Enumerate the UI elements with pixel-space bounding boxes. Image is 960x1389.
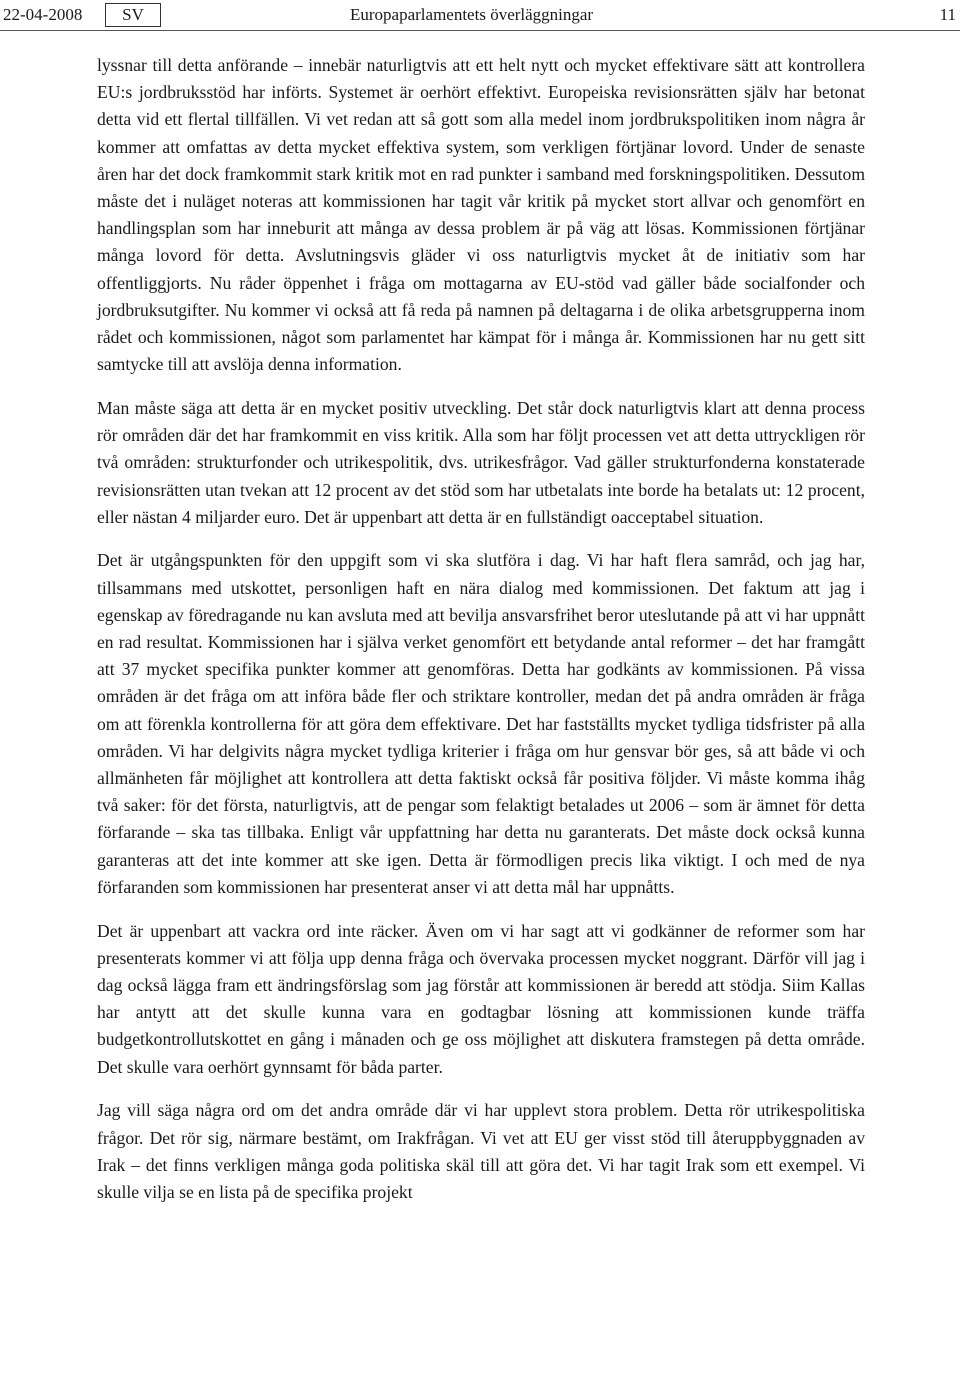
- paragraph-3: Det är utgångspunkten för den uppgift som vi ska slutföra i dag. Vi har haft flera samråd, och jag har, tillsammans med utskottet, personligen haft en nära dialog med kommissionen. Det faktum att jag i egenskap av föredragande nu kan avsluta med att bevilja ansvarsfrihet beror uteslutande på att vi har uppnått en rad resultat. Kommissionen har i själva verket genomfört ett betydande antal reformer – det har framgått att 37 mycket specifika punkter kommer att genomföras. Detta har godkänts av kommissionen. På vissa områden är det fråga om att införa både fler och striktare kontroller, medan det på andra områden är fråga om att förenkla kontrollerna för att göra dem effektivare. Det har fastställts mycket tydliga tidsfrister på alla områden. Vi har delgivits några mycket tydliga kriterier i fråga om hur gensvar bör ges, så att både vi och allmänheten får möjlighet att kontrollera att detta faktiskt också får positiva följder. Vi måste komma ihåg två saker: för det första, naturligtvis, att de pengar som felaktigt betalades ut 2006 – som är ämnet för detta förfarande – ska tas tillbaka. Enligt vår uppfattning har detta nu garanterats. Det måste dock också kunna garanteras att det inte kommer att ske igen. Detta är förmodligen precis lika viktigt. I och med de nya förfaranden som kommissionen har presenterat anser vi att detta mål har uppnåtts.: [97, 550, 865, 897]
- header-date: 22-04-2008: [3, 5, 83, 24]
- header-title: Europaparlamentets överläggningar: [350, 5, 594, 24]
- paragraph-4: Det är uppenbart att vackra ord inte räcker. Även om vi har sagt att vi godkänner de reformer som har presenterats kommer vi att följa upp denna fråga och övervaka processen mycket noggrant. Därför vill jag i dag också lägga fram ett ändringsförslag som jag förstår att kommissionen är beredd att stödja. Siim Kallas har antytt att det skulle kunna vara en godtagbar lösning att kommissionen kunde träffa budgetkontrollutskottet en gång i månaden och ge oss möjlighet att diskutera framstegen på detta område. Det skulle vara oerhört gynnsamt för båda parter.: [97, 920, 865, 1077]
- paragraph-5: Jag vill säga några ord om det andra område där vi har upplevt stora problem. Detta rör utrikespolitiska frågor. Det rör sig, närmare bestämt, om Irakfrågan. Vi vet att EU ger visst stöd till återuppbyggnaden av Irak – det finns verkligen många goda politiska skäl till att göra det. Vi har tagit Irak som ett exempel. Vi skulle vilja se en lista på de specifika projekt: [97, 1100, 865, 1202]
- paragraph-2: Man måste säga att detta är en mycket positiv utveckling. Det står dock naturligtvis klart att denna process rör områden där det har framkommit en viss kritik. Alla som har följt processen vet att detta uttryckligen rör två områden: strukturfonder och utrikespolitik, dvs. utrikesfrågor. Vad gäller strukturfonderna konstaterade revisionsrätten utan tvekan att 12 procent av det stöd som har utbetalats inte borde ha betalats ut: 12 procent, eller nästan 4 miljarder euro. Det är uppenbart att detta är en fullständigt oacceptabel situation.: [97, 397, 865, 527]
- document-body: [97, 52, 865, 1206]
- language-badge: SV: [105, 3, 161, 27]
- page-header: [0, 0, 960, 31]
- paragraph-1: lyssnar till detta anförande – innebär naturligtvis att ett helt nytt och mycket effektivare sätt att kontrollera EU:s jordbruksstöd har införts. Systemet är oerhört effektivt. Europeiska revisionsrätten själv har betonat detta vid ett flertal tillfällen. Vi vet redan att så gott som alla medel inom jordbrukspolitiken inom några år kommer att omfattas av detta mycket effektiva system, som verkligen förtjänar lovord. Under de senaste åren har det dock framkommit stark kritik mot en rad punkter i samband med forskningspolitiken. Dessutom måste det i nuläget noteras att kommissionen har tagit vår kritik på mycket stort allvar och genomfört en handlingsplan som har inneburit att många av dessa problem är på väg att lösas. Kommissionen förtjänar många lovord för detta. Avslutningsvis gläder vi oss naturligtvis mycket åt de initiativ som har offentliggjorts. Nu råder öppenhet i fråga om mottagarna av EU-stöd vad gäller både socialfonder och jordbruksutgifter. Nu kommer vi också att få reda på namnen på deltagarna i de olika arbetsgrupperna inom rådet och kommissionen, något som parlamentet har kämpat för i många år. Kommissionen har nu gett sitt samtycke till att avslöja denna information.: [97, 55, 865, 375]
- page-number: 11: [939, 5, 956, 24]
